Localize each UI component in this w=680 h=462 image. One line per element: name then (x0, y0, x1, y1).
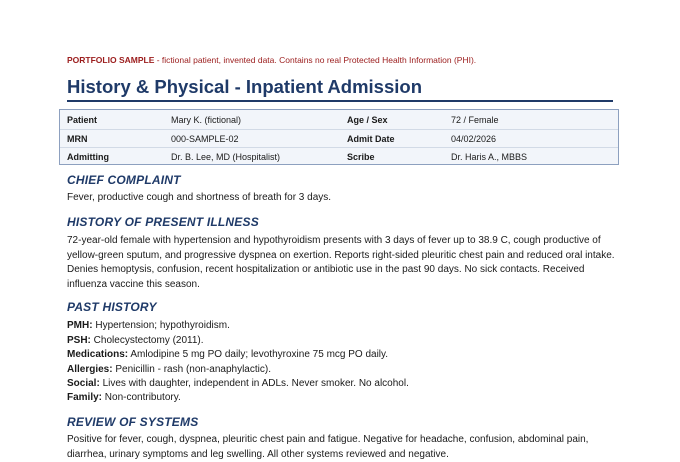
page-title: History & Physical - Inpatient Admission (67, 76, 422, 97)
chief-complaint-text: Fever, productive cough and shortness of breath for 3 days. (67, 192, 332, 203)
medications-line (67, 349, 388, 360)
ros-text: Positive for fever, cough, dyspnea, pleuritic chest pain and fatigue. Negative for headache, confusion, abdominal pain, diarrhea, urinary symptoms and leg swelling. All other systems reviewed and negative. (67, 434, 589, 460)
patient-value: Mary K. (fictional) (171, 115, 242, 125)
social-line (67, 378, 409, 389)
admit-date-value: 04/02/2026 (451, 134, 497, 144)
title-divider (67, 100, 613, 102)
info-row-patient (60, 111, 618, 129)
mrn-value: 000-SAMPLE-02 (171, 134, 239, 144)
age-sex-value: 72 / Female (451, 115, 499, 125)
family-value: Non-contributory. (102, 392, 181, 403)
banner-text: - fictional patient, invented data. Contains no real Protected Health Information (PHI). (154, 55, 477, 65)
social-value: Lives with daughter, independent in ADLs. Never smoker. No alcohol. (99, 378, 409, 389)
admitting-value: Dr. B. Lee, MD (Hospitalist) (171, 152, 281, 162)
hpi-heading: HISTORY OF PRESENT ILLNESS (67, 215, 259, 229)
past-history-heading: PAST HISTORY (67, 300, 157, 314)
ros-heading: REVIEW OF SYSTEMS (67, 415, 199, 429)
scribe-label: Scribe (347, 152, 375, 162)
age-sex-label: Age / Sex (347, 115, 388, 125)
patient-info-table (59, 109, 619, 165)
pmh-line (67, 320, 230, 331)
medications-label: Medications: (67, 349, 129, 360)
mrn-label: MRN (67, 134, 88, 144)
family-line (67, 392, 181, 403)
chief-complaint-heading: CHIEF COMPLAINT (67, 173, 181, 187)
medications-value: Amlodipine 5 mg PO daily; levothyroxine 75 mcg PO daily. (128, 349, 389, 360)
info-row-mrn (60, 129, 618, 148)
hpi-text: 72-year-old female with hypertension and hypothyroidism presents with 3 days of fever up to 38.9 C, cough productive of yellow-green sputum, and progressive dyspnea on exertion. Reports right-sided pleuritic chest pain and reduced oral intake. Denies hemoptysis, confusion, recent hospitalization or antibiotic use in the past 90 days. No sick contacts. Received influenza vaccine this season. (67, 235, 615, 291)
psh-value: Cholecystectomy (2011). (90, 335, 204, 346)
psh-label: PSH: (67, 335, 91, 346)
allergies-value: Penicillin - rash (non-anaphylactic). (112, 364, 271, 375)
admit-date-label: Admit Date (347, 134, 395, 144)
banner-label: PORTFOLIO SAMPLE (67, 55, 155, 65)
allergies-label: Allergies: (67, 364, 113, 375)
allergies-line (67, 364, 271, 375)
scribe-value: Dr. Haris A., MBBS (451, 152, 528, 162)
pmh-label: PMH: (67, 320, 93, 331)
portfolio-sample-banner (67, 55, 476, 65)
admitting-label: Admitting (67, 152, 109, 162)
family-label: Family: (67, 392, 103, 403)
social-label: Social: (67, 378, 100, 389)
pmh-value: Hypertension; hypothyroidism. (92, 320, 230, 331)
psh-line (67, 335, 204, 346)
patient-label: Patient (67, 115, 98, 125)
info-row-admitting (60, 147, 618, 166)
